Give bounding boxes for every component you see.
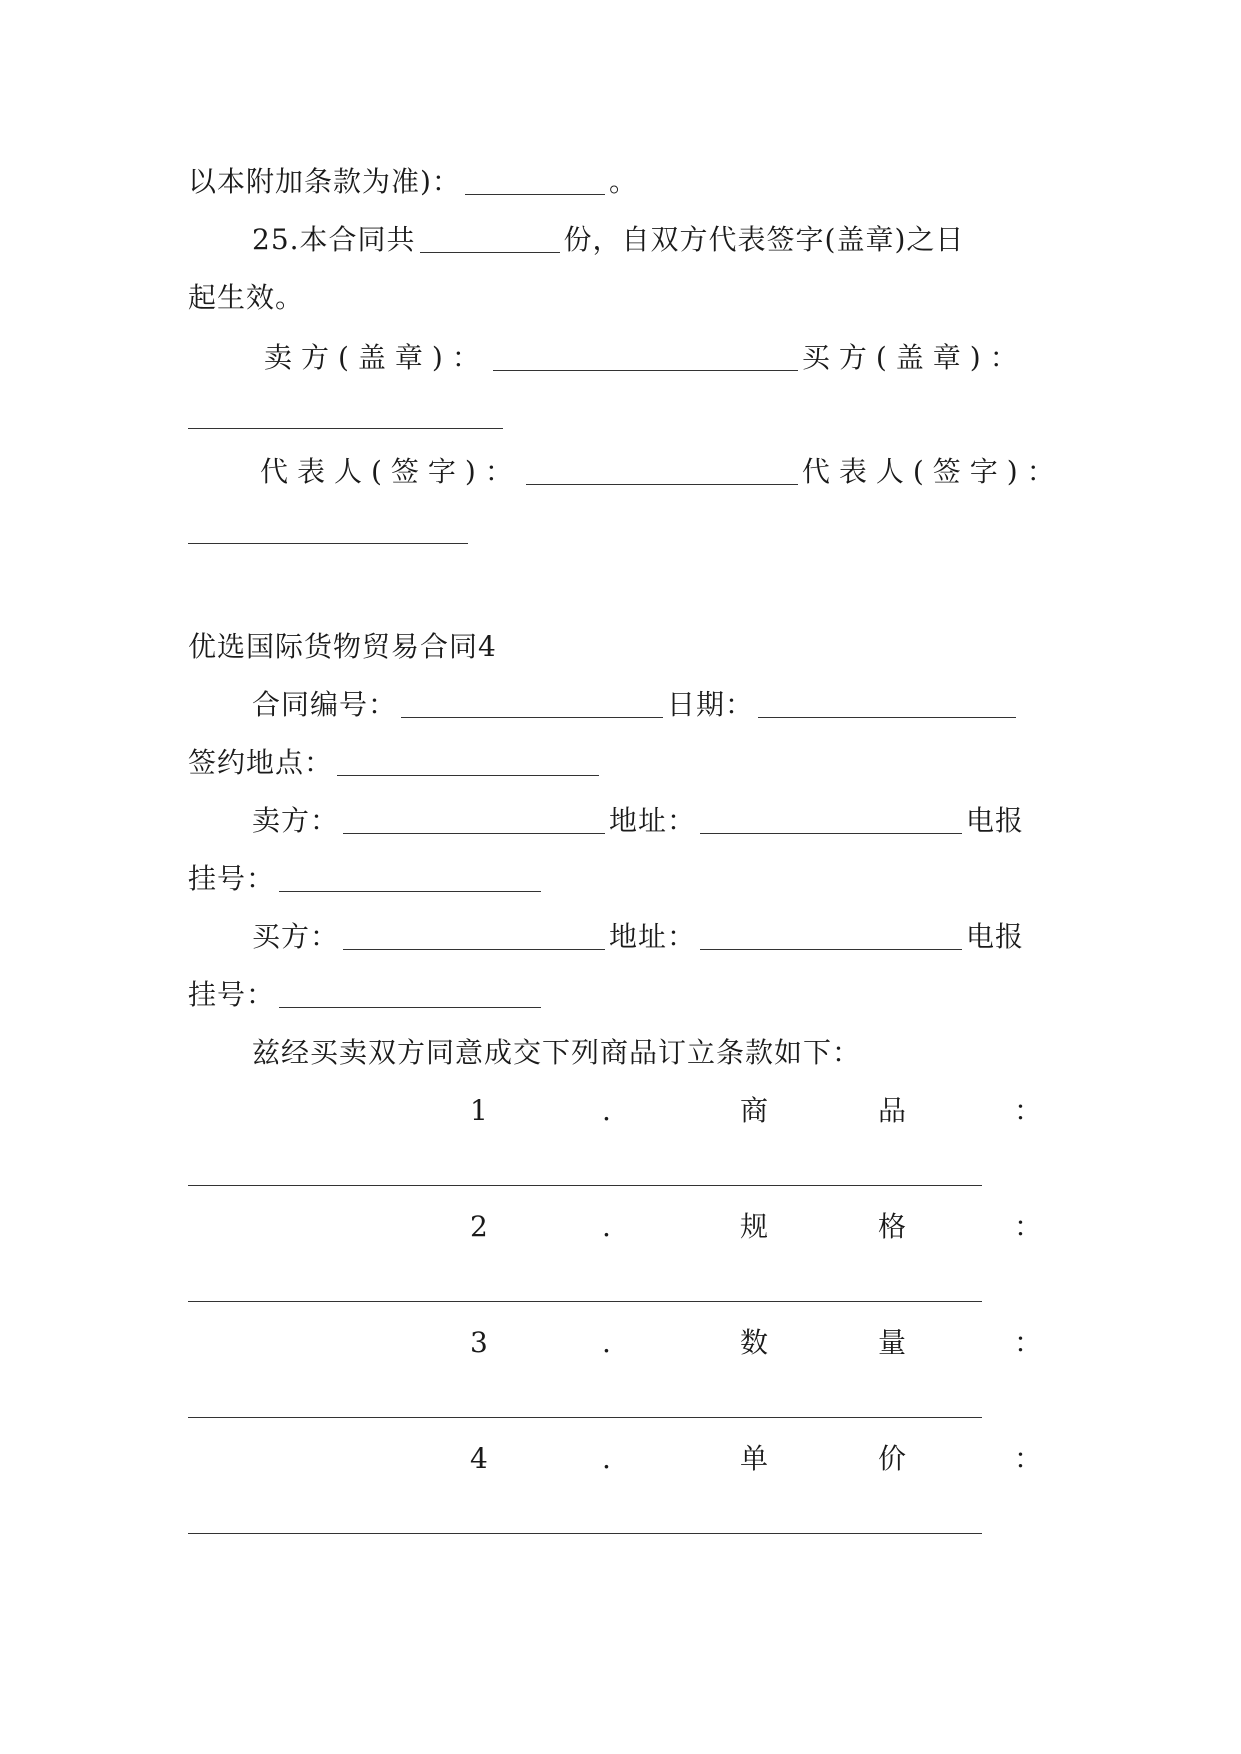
- item-colon: ：: [1014, 1210, 1043, 1243]
- seller-telegraph-line: [188, 857, 1058, 901]
- item-label-char: 单: [740, 1442, 769, 1475]
- copies-text-a: 25.本合同共: [252, 223, 416, 256]
- effective-text: 起生效。: [188, 281, 305, 314]
- intro-line: [188, 1031, 1058, 1075]
- item-colon: ：: [1014, 1442, 1043, 1475]
- item-colon: ：: [1014, 1094, 1043, 1127]
- date-label: 日期：: [667, 688, 755, 721]
- seller-rep-sign-blank[interactable]: [526, 456, 798, 485]
- seller-address-blank[interactable]: [700, 805, 962, 834]
- buyer-telegraph-blank[interactable]: [279, 979, 541, 1008]
- buyer-telegraph-line: [188, 973, 1058, 1017]
- item-label-char: 数: [740, 1326, 769, 1359]
- contract-no-label: 合同编号：: [252, 688, 398, 721]
- sign-place-blank[interactable]: [337, 747, 599, 776]
- seller-seal-blank[interactable]: [493, 342, 798, 371]
- item-row-unit-price: [188, 1437, 1058, 1481]
- seller-seal-label: 卖方(盖章)：: [264, 341, 489, 374]
- buyer-rep-sign-blank[interactable]: [188, 543, 468, 544]
- item-row-specification: [188, 1205, 1058, 1249]
- item-row-quantity: [188, 1321, 1058, 1365]
- item-dot: .: [602, 1326, 611, 1359]
- seller-address-label: 地址：: [609, 804, 697, 837]
- sign-place-line: [188, 741, 1058, 785]
- buyer-address-label: 地址：: [609, 920, 697, 953]
- item-row-commodity: [188, 1089, 1058, 1133]
- copies-line: [188, 218, 1058, 262]
- commodity-blank[interactable]: [188, 1185, 982, 1186]
- buyer-label: 买方：: [252, 920, 340, 953]
- item-number: 2: [470, 1210, 488, 1243]
- contract-no-blank[interactable]: [401, 689, 663, 718]
- seal-line: [188, 336, 1058, 380]
- contract-title-text: 优选国际货物贸易合同4: [188, 630, 497, 663]
- item-number: 4: [470, 1442, 488, 1475]
- item-label-char: 品: [878, 1094, 907, 1127]
- seller-label: 卖方：: [252, 804, 340, 837]
- buyer-rep-sign-label: 代表人(签字)：: [801, 455, 1064, 488]
- quantity-blank[interactable]: [188, 1417, 982, 1418]
- seller-rep-sign-label: 代表人(签字)：: [260, 455, 522, 488]
- buyer-address-blank[interactable]: [700, 921, 962, 950]
- seller-telegraph-label-cont: 挂号：: [188, 862, 276, 895]
- buyer-telegraph-label: 电报: [966, 920, 1025, 953]
- sign-place-label: 签约地点：: [188, 746, 334, 779]
- specification-blank[interactable]: [188, 1301, 982, 1302]
- buyer-seal-blank[interactable]: [188, 428, 503, 429]
- buyer-line: [188, 915, 1058, 959]
- item-dot: .: [602, 1442, 611, 1475]
- date-blank[interactable]: [758, 689, 1016, 718]
- seller-telegraph-label: 电报: [966, 804, 1025, 837]
- additional-terms-end: 。: [608, 165, 638, 198]
- copies-blank[interactable]: [420, 224, 560, 253]
- contract-no-line: [188, 683, 1058, 727]
- item-number: 1: [470, 1094, 488, 1127]
- item-number: 3: [470, 1326, 488, 1359]
- additional-terms-text: 以本附加条款为准)：: [188, 165, 461, 198]
- item-label-char: 格: [878, 1210, 907, 1243]
- seller-line: [188, 799, 1058, 843]
- item-dot: .: [602, 1094, 611, 1127]
- buyer-blank[interactable]: [343, 921, 605, 950]
- item-dot: .: [602, 1210, 611, 1243]
- item-label-char: 价: [878, 1442, 907, 1475]
- seller-telegraph-blank[interactable]: [279, 863, 541, 892]
- buyer-telegraph-label-cont: 挂号：: [188, 978, 276, 1011]
- item-label-char: 规: [740, 1210, 769, 1243]
- additional-terms-line: [188, 160, 1058, 204]
- rep-sign-line: [188, 450, 1064, 494]
- copies-text-b: 份，自双方代表签字(盖章)之日: [563, 223, 965, 256]
- seller-blank[interactable]: [343, 805, 605, 834]
- buyer-seal-label: 买方(盖章)：: [801, 341, 1027, 374]
- item-colon: ：: [1014, 1326, 1043, 1359]
- item-label-char: 量: [878, 1326, 907, 1359]
- unit-price-blank[interactable]: [188, 1533, 982, 1534]
- effective-line: [188, 276, 1058, 320]
- intro-text: 兹经买卖双方同意成交下列商品订立条款如下：: [252, 1036, 862, 1069]
- item-label-char: 商: [740, 1094, 769, 1127]
- contract-title: [188, 625, 1058, 669]
- additional-terms-blank[interactable]: [465, 166, 605, 195]
